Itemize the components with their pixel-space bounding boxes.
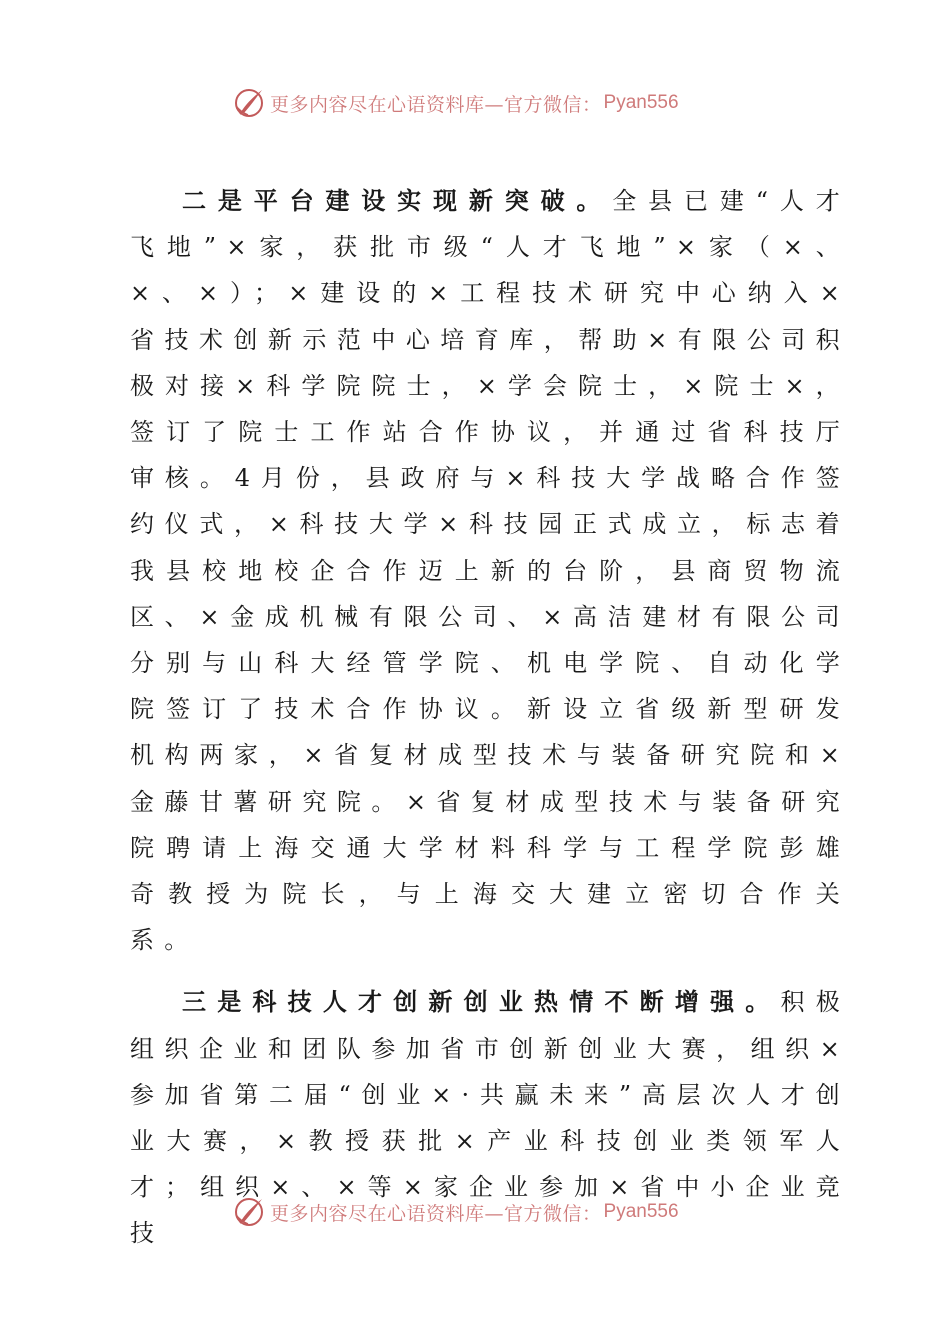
paragraph-lead: 三是科技人才创新创业热情不断增强。 <box>182 987 781 1017</box>
paragraph-platform <box>130 178 850 963</box>
document-body <box>130 178 850 1257</box>
paragraph-text: 全县已建“人才飞地”×家，获批市级“人才飞地”×家（×、×、×）；×建设的×工程技术研究中心纳入×省技术创新示范中心培育库，帮助×有限公司积极对接×科学院院士，×学会院士，×院士×，签订了院士工作站合作协议，并通过省科技厅审核。4月份，县政府与×科技大学战略合作签约仪式，×科技大学×科技园正式成立，标志着我县校地校企合作迈上新的台阶，县商贸物流区、×金成机械有限公司、×高洁建材有限公司分别与山科大经管学院、机电学院、自动化学院签订了技术合作协议。新设立省级新型研发机构两家，×省复材成型技术与装备研究院和×金藤甘薯研究院。×省复材成型技术与装备研究院聘请上海交通大学材料科学与工程学院彭雄奇教授为院长，与上海交大建立密切合作关系。 <box>130 187 850 955</box>
paragraph-text: 积极组织企业和团队参加省市创新创业大赛，组织×参加省第二届“创业×·共赢未来”高层次人才创业大赛，×教授获批×产业科技创业类领军人才；组织×、×等×家企业参加×省中小企业竞技 <box>130 988 850 1248</box>
watermark-text: 更多内容尽在心语资料库—官方微信： <box>270 1202 602 1225</box>
quill-pen-logo-icon <box>232 1195 266 1229</box>
paragraph-lead: 二是平台建设实现新突破。 <box>182 186 613 215</box>
watermark-wechat-id: Pyan556 <box>603 1201 679 1222</box>
watermark-wechat-id: Pyan556 <box>603 92 679 113</box>
watermark-text: 更多内容尽在心语资料库—官方微信： <box>270 93 602 116</box>
quill-pen-logo-icon <box>232 86 266 120</box>
watermark-footer <box>232 1194 679 1230</box>
watermark-header <box>232 85 679 121</box>
